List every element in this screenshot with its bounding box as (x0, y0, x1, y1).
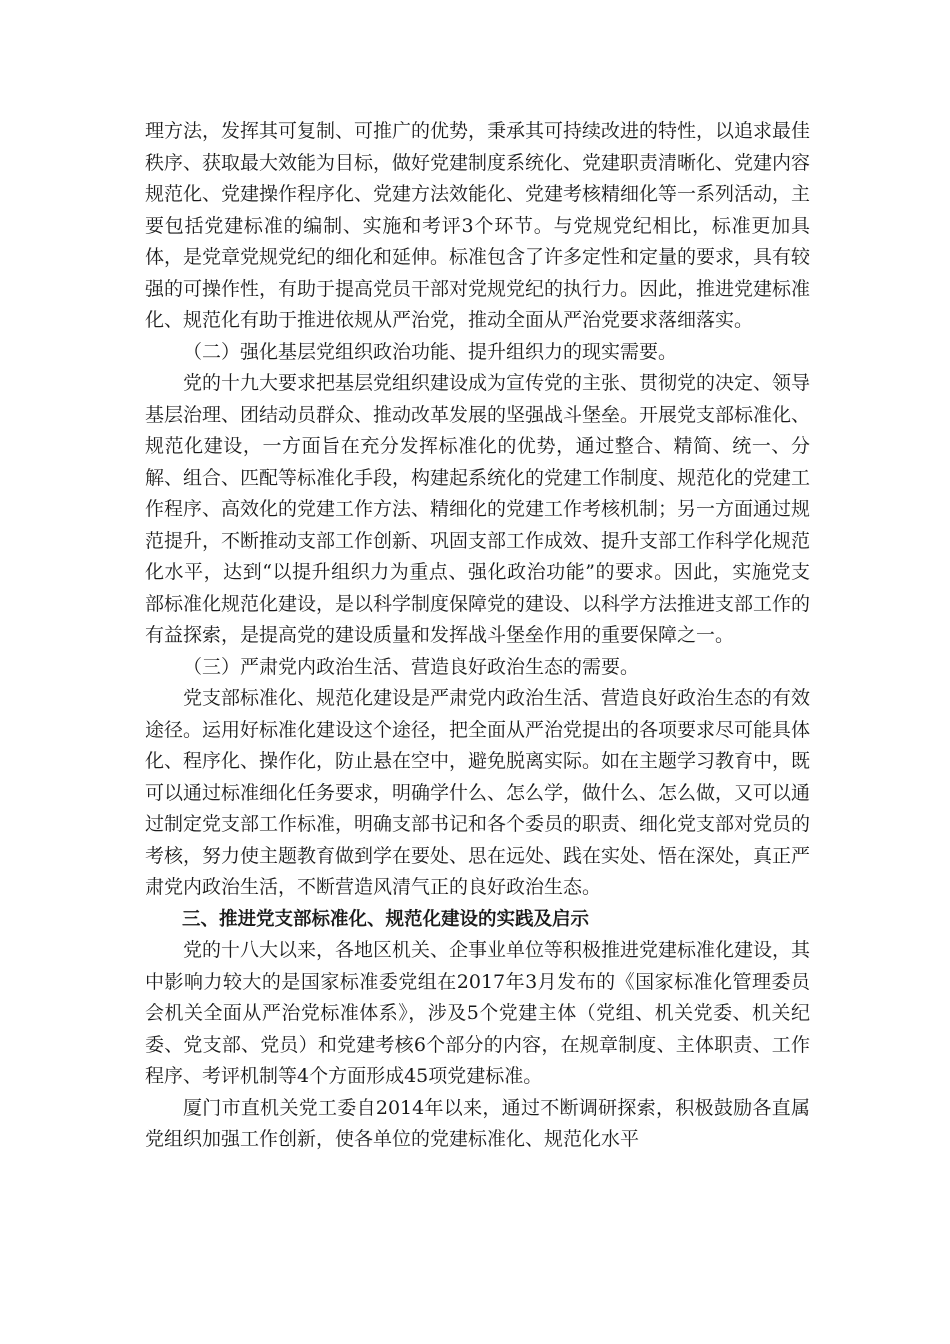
document-body (145, 116, 810, 1156)
subheading-three: （三）严肃党内政治生活、营造良好政治生态的需要。 (183, 655, 640, 678)
paragraph-grassroots-organization: 党的十九大要求把基层党组织建设成为宣传党的主张、贯彻党的决定、领导基层治理、团结动员群众、推动改革发展的坚强战斗堡垒。开展党支部标准化、规范化建设，一方面旨在充分发挥标准化的优势，通过整合、精简、统一、分解、组合、匹配等标准化手段，构建起系统化的党建工作制度、规范化的党建工作程序、高效化的党建工作方法、精细化的党建工作考核机制；另一方面通过规范提升，不断推动支部工作创新、巩固支部工作成效、提升支部工作科学化规范化水平，达到“以提升组织力为重点、强化政治功能”的要求。因此，实施党支部标准化规范化建设，是以科学制度保障党的建设、以科学方法推进支部工作的有益探索，是提高党的建设质量和发挥战斗堡垒作用的重要保障之一。 (145, 372, 811, 646)
subheading-two: （二）强化基层党组织政治功能、提升组织力的现实需要。 (183, 340, 678, 363)
section-heading-three: 三、推进党支部标准化、规范化建设的实践及启示 (182, 908, 590, 930)
paragraph-political-life: 党支部标准化、规范化建设是严肃党内政治生活、营造良好政治生态的有效途径。运用好标准化建设这个途径，把全面从严治党提出的各项要求尽可能具体化、程序化、操作化，防止悬在空中，避免脱离实际。如在主题学习教育中，既可以通过标准细化任务要求，明确学什么、怎么学，做什么、怎么做，又可以通过制定党支部工作标准，明确支部书记和各个委员的职责、细化党支部对党员的考核，努力使主题教育做到学在要处、思在远处、践在实处、悟在深处，真正严肃党内政治生活，不断营造风清气正的良好政治生态。 (145, 687, 811, 898)
paragraph-xiamen-practice: 厦门市直机关党工委自2014年以来，通过不断调研探索，积极鼓励各直属党组织加强工作创新，使各单位的党建标准化、规范化水平 (145, 1096, 810, 1150)
paragraph-national-practice: 党的十八大以来，各地区机关、企事业单位等积极推进党建标准化建设，其中影响力较大的是国家标准委党组在2017年3月发布的《国家标准化管理委员会机关全面从严治党标准体系》，涉及5个党建主体（党组、机关党委、机关纪委、党支部、党员）和党建考核6个部分的内容，在规章制度、主体职责、工作程序、考评机制等4个方面形成45项党建标准。 (145, 939, 811, 1087)
paragraph-continuation: 理方法，发挥其可复制、可推广的优势，秉承其可持续改进的特性，以追求最佳秩序、获取最大效能为目标，做好党建制度系统化、党建职责清晰化、党建内容规范化、党建操作程序化、党建方法效能化、党建考核精细化等一系列活动，主要包括党建标准的编制、实施和考评3个环节。与党规党纪相比，标准更加具体，是党章党规党纪的细化和延伸。标准包含了许多定性和定量的要求，具有较强的可操作性，有助于提高党员干部对党规党纪的执行力。因此，推进党建标准化、规范化有助于推进依规从严治党，推动全面从严治党要求落细落实。 (145, 120, 811, 331)
